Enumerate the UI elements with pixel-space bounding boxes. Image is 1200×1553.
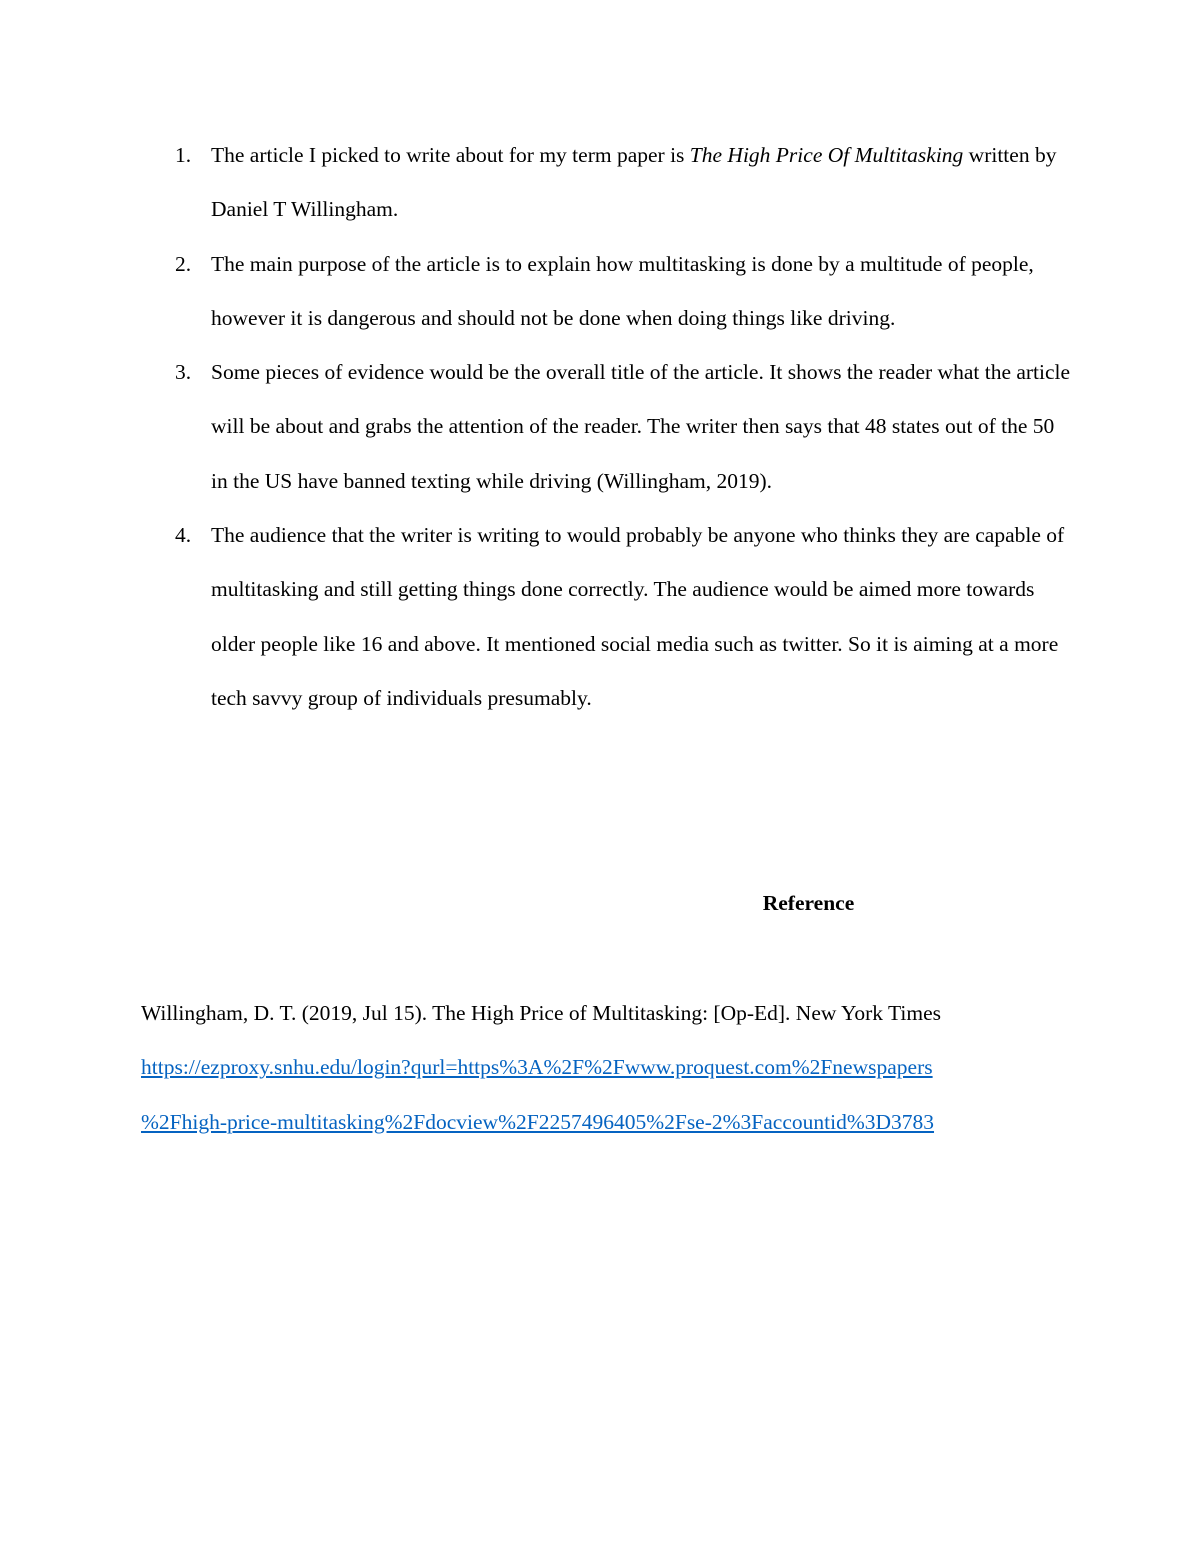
list-item-text: written by Daniel T Willingham. (211, 143, 1057, 222)
reference-heading: Reference (762, 891, 855, 915)
list-item (141, 508, 1071, 725)
reference-link-line: https://ezproxy.snhu.edu/login?qurl=https%3A%2F%2Fwww.proquest.com%2Fnewspapers (141, 1055, 933, 1080)
list-item-text: The article I picked to write about for my term paper is (211, 143, 690, 167)
reference-citation: Willingham, D. T. (2019, Jul 15). The High Price of Multitasking: [Op-Ed]. New York Times (141, 1001, 941, 1025)
list-item-number: 2. (175, 251, 192, 276)
list-item-number: 1. (175, 143, 192, 167)
reference-entry (141, 986, 1071, 1149)
list-item-text: The main purpose of the article is to explain how multitasking is done by a multitude of people, however it is dangerous and should not be done when doing things like driving. (211, 251, 1034, 330)
list-item-number: 3. (175, 360, 192, 385)
reference-link-line: %2Fhigh-price-multitasking%2Fdocview%2F2257496405%2Fse-2%3Faccountid%3D3783 (141, 1109, 935, 1134)
list-item (141, 237, 1071, 346)
list-item (141, 345, 1071, 508)
reference-link[interactable] (141, 1040, 1071, 1149)
list-item-number: 4. (175, 523, 192, 548)
list-item (141, 128, 1071, 237)
list-item-text: The audience that the writer is writing to would probably be anyone who thinks they are capable of multitasking and still getting things done correctly. The audience would be aimed more towards older people like 16 and above. It mentioned social media such as twitter. So it is aiming at a more tech savvy group of individuals presumably. (211, 523, 1065, 710)
article-title: The High Price Of Multitasking (689, 143, 964, 167)
numbered-list (141, 128, 1071, 725)
list-item-text: Some pieces of evidence would be the overall title of the article. It shows the reader what the article will be about and grabs the attention of the reader. The writer then says that 48 states out of the 50 in the US have banned texting while driving (Willingham, 2019). (211, 360, 1071, 493)
